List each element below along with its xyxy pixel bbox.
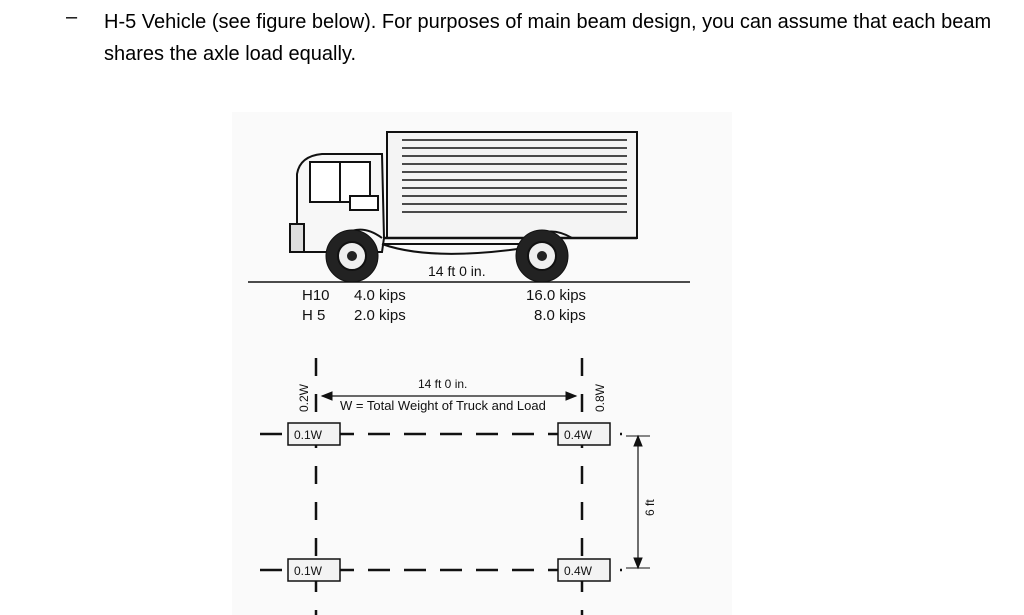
bullet-marker: – (66, 6, 78, 28)
h5-label: H 5 (302, 307, 326, 324)
wheel-gauge-label: 6 ft (643, 499, 657, 516)
bullet-text: H-5 Vehicle (see figure below). For purposes of main beam design, you can assume that each beam shares the axle load equally. (104, 11, 992, 65)
rear-axle-h5-load: 8.0 kips (534, 307, 586, 324)
h10-label: H10 (302, 287, 330, 304)
rear-wheel (516, 230, 568, 282)
rear-axle-h10-load: 16.0 kips (526, 287, 587, 304)
front-wheel (326, 230, 378, 282)
total-weight-label: W = Total Weight of Truck and Load (340, 398, 546, 413)
front-wheel-bottom-load: 0.1W (294, 564, 323, 578)
front-wheel-top-load: 0.1W (294, 428, 323, 442)
rear-axle-load-label: 0.8W (593, 383, 607, 412)
truck-spacing-label: 14 ft 0 in. (428, 263, 486, 279)
wheel-box-rear-top (558, 423, 610, 445)
rear-wheel-top-load: 0.4W (564, 428, 593, 442)
plan-spacing-label: 14 ft 0 in. (418, 377, 468, 391)
wheel-box-front-top (288, 423, 340, 445)
rear-wheel-bottom-load: 0.4W (564, 564, 593, 578)
front-axle-h10-load: 4.0 kips (354, 287, 406, 304)
front-axle-load-label: 0.2W (297, 383, 311, 412)
h5-vehicle-figure (232, 112, 732, 615)
h5-vehicle-drawing (232, 112, 732, 615)
front-axle-h5-load: 2.0 kips (354, 307, 406, 324)
wheel-box-front-bottom (288, 559, 340, 581)
wheel-box-rear-bottom (558, 559, 610, 581)
